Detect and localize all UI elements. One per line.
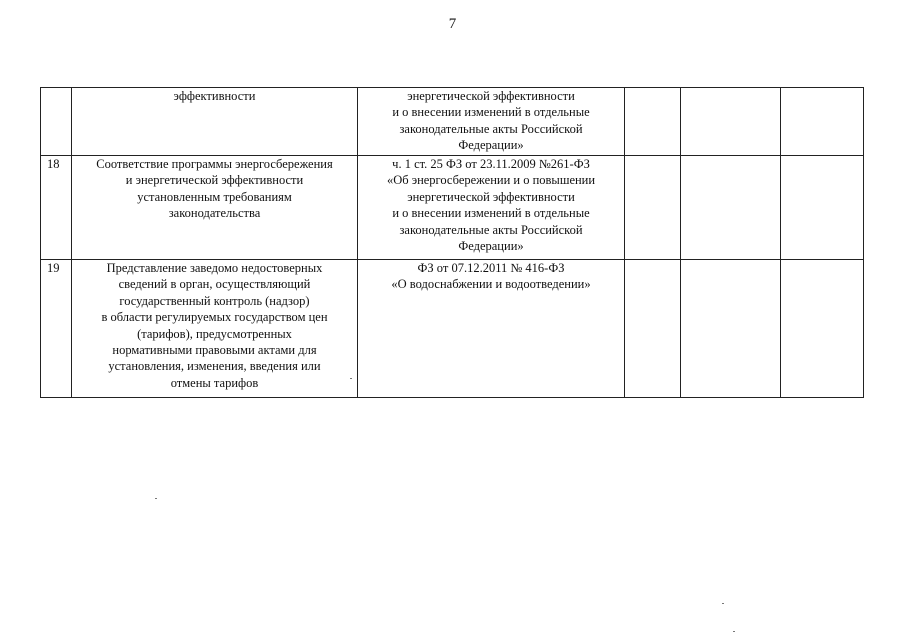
law-reference-cell: ФЗ от 07.12.2011 № 416-ФЗ «О водоснабжении и водоотведении» xyxy=(358,260,625,398)
empty-cell xyxy=(681,260,781,398)
row-number-cell: 19 xyxy=(41,260,72,398)
requirement-cell: Представление заведомо недостоверных сведений в орган, осуществляющий государственный контроль (надзор) в области регулируемых государством цен (тарифов), предусмотренных нормативными правовыми актами для установления, изменения, введения или отмены тарифов xyxy=(72,260,358,398)
table-row xyxy=(41,260,864,398)
requirement-cell: Соответствие программы энергосбережения и энергетической эффективности установленным требованиям законодательства xyxy=(72,156,358,260)
empty-cell xyxy=(681,156,781,260)
scan-speck xyxy=(722,603,724,604)
empty-cell xyxy=(681,88,781,156)
empty-cell xyxy=(625,260,681,398)
empty-cell xyxy=(781,156,864,260)
scan-speck xyxy=(350,378,352,379)
row-number-cell: 18 xyxy=(41,156,72,260)
law-reference-cell: энергетической эффективности и о внесении изменений в отдельные законодательные акты Российской Федерации» xyxy=(358,88,625,156)
law-reference-cell: ч. 1 ст. 25 ФЗ от 23.11.2009 №261-ФЗ «Об энергосбережении и о повышении энергетической эффективности и о внесении изменений в отдельные законодательные акты Российской Федерации» xyxy=(358,156,625,260)
empty-cell xyxy=(781,260,864,398)
page-number: 7 xyxy=(448,16,457,32)
scan-speck xyxy=(155,498,157,499)
empty-cell xyxy=(625,156,681,260)
checklist-table xyxy=(40,87,864,398)
scan-speck xyxy=(733,631,735,632)
table-row xyxy=(41,156,864,260)
requirement-cell: эффективности xyxy=(72,88,358,156)
table-row xyxy=(41,88,864,156)
row-number-cell xyxy=(41,88,72,156)
empty-cell xyxy=(625,88,681,156)
empty-cell xyxy=(781,88,864,156)
